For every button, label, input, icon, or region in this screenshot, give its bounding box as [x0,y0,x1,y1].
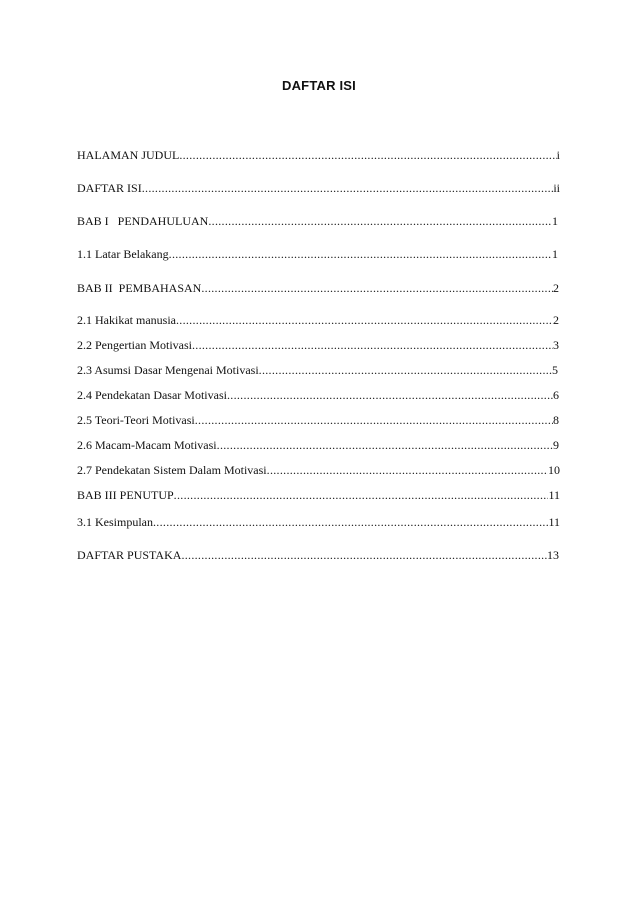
toc-dot-leader [227,387,553,403]
toc-entry-page-number: 2 [553,281,559,295]
toc-dot-leader [201,280,553,296]
toc-entry-label: BAB I PENDAHULUAN [77,214,209,228]
toc-dot-leader [195,412,553,428]
toc-entry-page-number: 11 [548,488,560,502]
toc-entry-page-number: 8 [553,413,559,427]
toc-dot-leader [208,213,552,229]
toc-entry-page-number: 3 [553,338,559,352]
toc-entry-bab-2-pembahasan[interactable] [77,280,559,296]
toc-entry-label: BAB II PEMBAHASAN [77,281,202,295]
toc-entry-page-number: i [556,148,560,162]
toc-dot-leader [192,337,553,353]
toc-entry-label: 2.6 Macam-Macam Motivasi [77,438,217,452]
toc-entry-bab-1-pendahuluan[interactable] [77,213,558,229]
toc-entry-label: 3.1 Kesimpulan [77,515,153,529]
toc-dot-leader [153,514,548,530]
toc-entry-page-number: ii [553,181,560,195]
toc-entry-label: 2.3 Asumsi Dasar Mengenai Motivasi [77,363,259,377]
toc-entry-label: 2.2 Pengertian Motivasi [77,338,192,352]
toc-entry-kesimpulan[interactable] [77,514,560,530]
toc-entry-macam-macam[interactable] [77,437,559,453]
toc-entry-teori-teori[interactable] [77,412,559,428]
page-title-text: DAFTAR ISI [282,78,356,93]
toc-dot-leader [259,362,552,378]
toc-entry-pengertian-motivasi[interactable] [77,337,559,353]
toc-entry-daftar-isi[interactable] [77,180,560,196]
toc-entry-page-number: 5 [552,363,558,377]
toc-entry-label: 1.1 Latar Belakang [77,247,169,261]
toc-entry-label: BAB III PENUTUP [77,488,174,502]
table-of-contents [77,0,559,903]
toc-entry-label: 2.5 Teori-Teori Motivasi [77,413,195,427]
toc-entry-label: DAFTAR PUSTAKA [77,548,182,562]
toc-entry-page-number: 1 [552,247,558,261]
toc-entry-daftar-pustaka[interactable] [77,547,559,563]
toc-entry-latar-belakang[interactable] [77,246,558,262]
toc-entry-bab-3-penutup[interactable] [77,487,560,503]
toc-entry-page-number: 2 [553,313,559,327]
toc-entry-pendekatan-sistem[interactable] [77,462,560,478]
toc-dot-leader [142,180,554,196]
toc-dot-leader [179,147,556,163]
toc-entry-label: 2.7 Pendekatan Sistem Dalam Motivasi [77,463,267,477]
toc-entry-page-number: 9 [553,438,559,452]
toc-entry-page-number: 1 [552,214,558,228]
toc-dot-leader [267,462,548,478]
toc-dot-leader [181,547,547,563]
toc-dot-leader [176,312,553,328]
toc-entry-label: DAFTAR ISI [77,181,142,195]
toc-entry-page-number: 10 [548,463,560,477]
toc-dot-leader [217,437,553,453]
toc-entry-label: HALAMAN JUDUL [77,148,180,162]
toc-entry-label: 2.1 Hakikat manusia [77,313,176,327]
toc-entry-page-number: 6 [553,388,559,402]
toc-dot-leader [169,246,552,262]
toc-entry-pendekatan-dasar[interactable] [77,387,559,403]
toc-entry-hakikat-manusia[interactable] [77,312,559,328]
toc-entry-page-number: 11 [548,515,560,529]
toc-entry-asumsi-dasar[interactable] [77,362,558,378]
toc-dot-leader [174,487,549,503]
toc-entry-label: 2.4 Pendekatan Dasar Motivasi [77,388,227,402]
toc-entry-page-number: 13 [547,548,559,562]
toc-entry-halaman-judul[interactable] [77,147,560,163]
